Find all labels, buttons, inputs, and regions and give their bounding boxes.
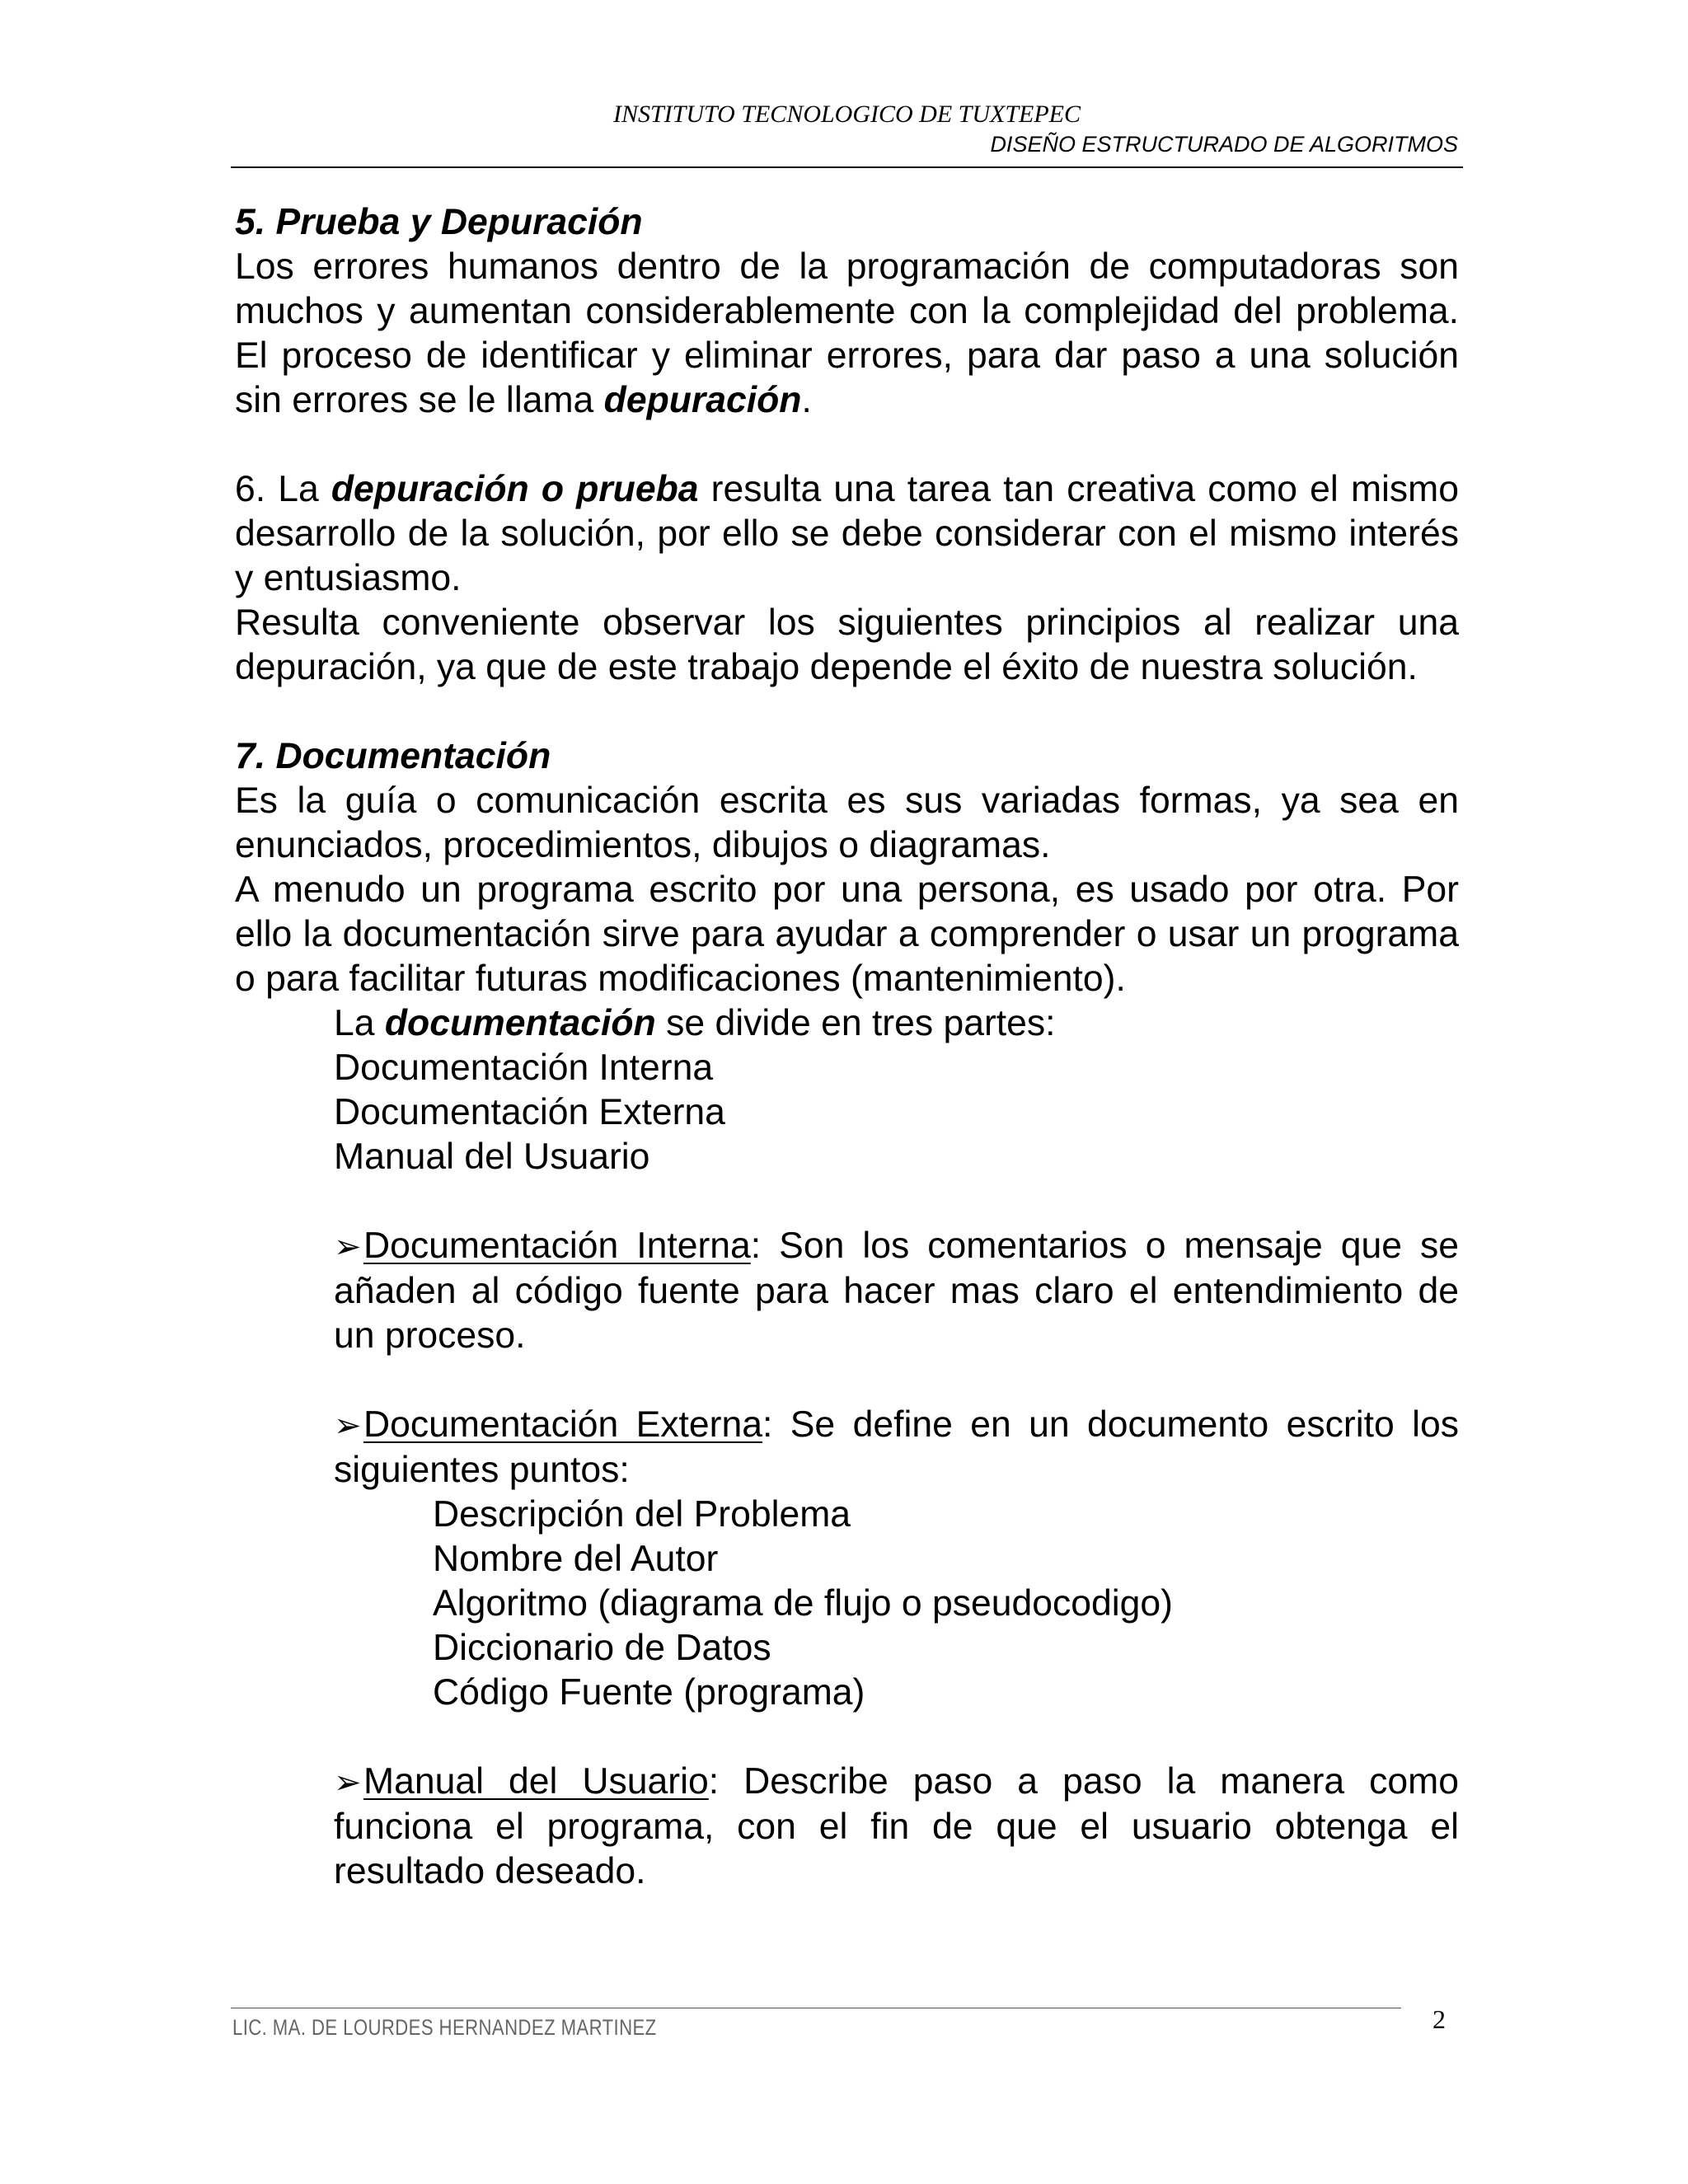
- page-content: [235, 200, 1459, 1894]
- section7-heading: 7. Documentación: [235, 736, 551, 776]
- course-name: DISEÑO ESTRUCTURADO DE ALGORITMOS: [990, 132, 1458, 157]
- list-item: Diccionario de Datos: [433, 1628, 771, 1668]
- page-number: 2: [1432, 2004, 1446, 2034]
- list-item: Documentación Externa: [334, 1092, 725, 1132]
- bullet-documentacion-externa: ➢Documentación Externa: Se define en un documento escrito los siguientes puntos:: [334, 1404, 1459, 1490]
- page-header: [231, 97, 1463, 168]
- list-item: Manual del Usuario: [334, 1137, 650, 1177]
- list-item: Algoritmo (diagrama de flujo o pseudocodigo): [433, 1583, 1173, 1624]
- arrow-bullet-icon: ➢: [334, 1408, 362, 1444]
- arrow-bullet-icon: ➢: [334, 1229, 362, 1265]
- term-depuracion-prueba: depuración o prueba: [331, 469, 699, 509]
- arrow-bullet-icon: ➢: [334, 1765, 362, 1801]
- section6-paragraph: 6. La depuración o prueba resulta una tarea tan creativa como el mismo desarrollo de la solución, por ello se debe considerar con el mismo interés y entusiasmo.: [235, 469, 1459, 598]
- term-depuracion: depuración: [603, 380, 802, 420]
- section6-paragraph-2: Resulta conveniente observar los siguientes principios al realizar una depuración, ya que de este trabajo depende el éxito de nuestra solución.: [235, 602, 1459, 687]
- list-item: Documentación Interna: [334, 1047, 714, 1088]
- author-name: LIC. MA. DE LOURDES HERNANDEZ MARTINEZ: [232, 2015, 657, 2040]
- list-item: Nombre del Autor: [433, 1539, 719, 1579]
- term-documentacion: documentación: [384, 1003, 656, 1043]
- section5-paragraph: Los errores humanos dentro de la programación de computadoras son muchos y aumentan considerablemente con la complejidad del problema. El proceso de identificar y eliminar errores, para dar paso a una solución sin errores se le llama depuración.: [235, 246, 1459, 420]
- list-item: Descripción del Problema: [433, 1494, 851, 1535]
- list-item: Código Fuente (programa): [433, 1672, 865, 1713]
- bullet-documentacion-interna: ➢Documentación Interna: Son los comentarios o mensaje que se añaden al código fuente para hacer mas claro el entendimiento de un proceso.: [334, 1226, 1459, 1356]
- documentation-intro: La documentación se divide en tres partes:: [334, 1003, 1056, 1043]
- section5-heading: 5. Prueba y Depuración: [235, 202, 643, 242]
- section7-paragraph-2: A menudo un programa escrito por una persona, es usado por otra. Por ello la documentación sirve para ayudar a comprender o usar un programa o para facilitar futuras modificaciones (mantenimiento).: [235, 869, 1459, 999]
- section7-paragraph-1: Es la guía o comunicación escrita es sus variadas formas, ya sea en enunciados, procedimientos, dibujos o diagramas.: [235, 780, 1459, 865]
- bullet-manual-usuario: ➢Manual del Usuario: Describe paso a paso la manera como funciona el programa, con el fin de que el usuario obtenga el resultado deseado.: [334, 1761, 1460, 1891]
- institution-name: INSTITUTO TECNOLOGICO DE TUXTEPEC: [612, 101, 1081, 128]
